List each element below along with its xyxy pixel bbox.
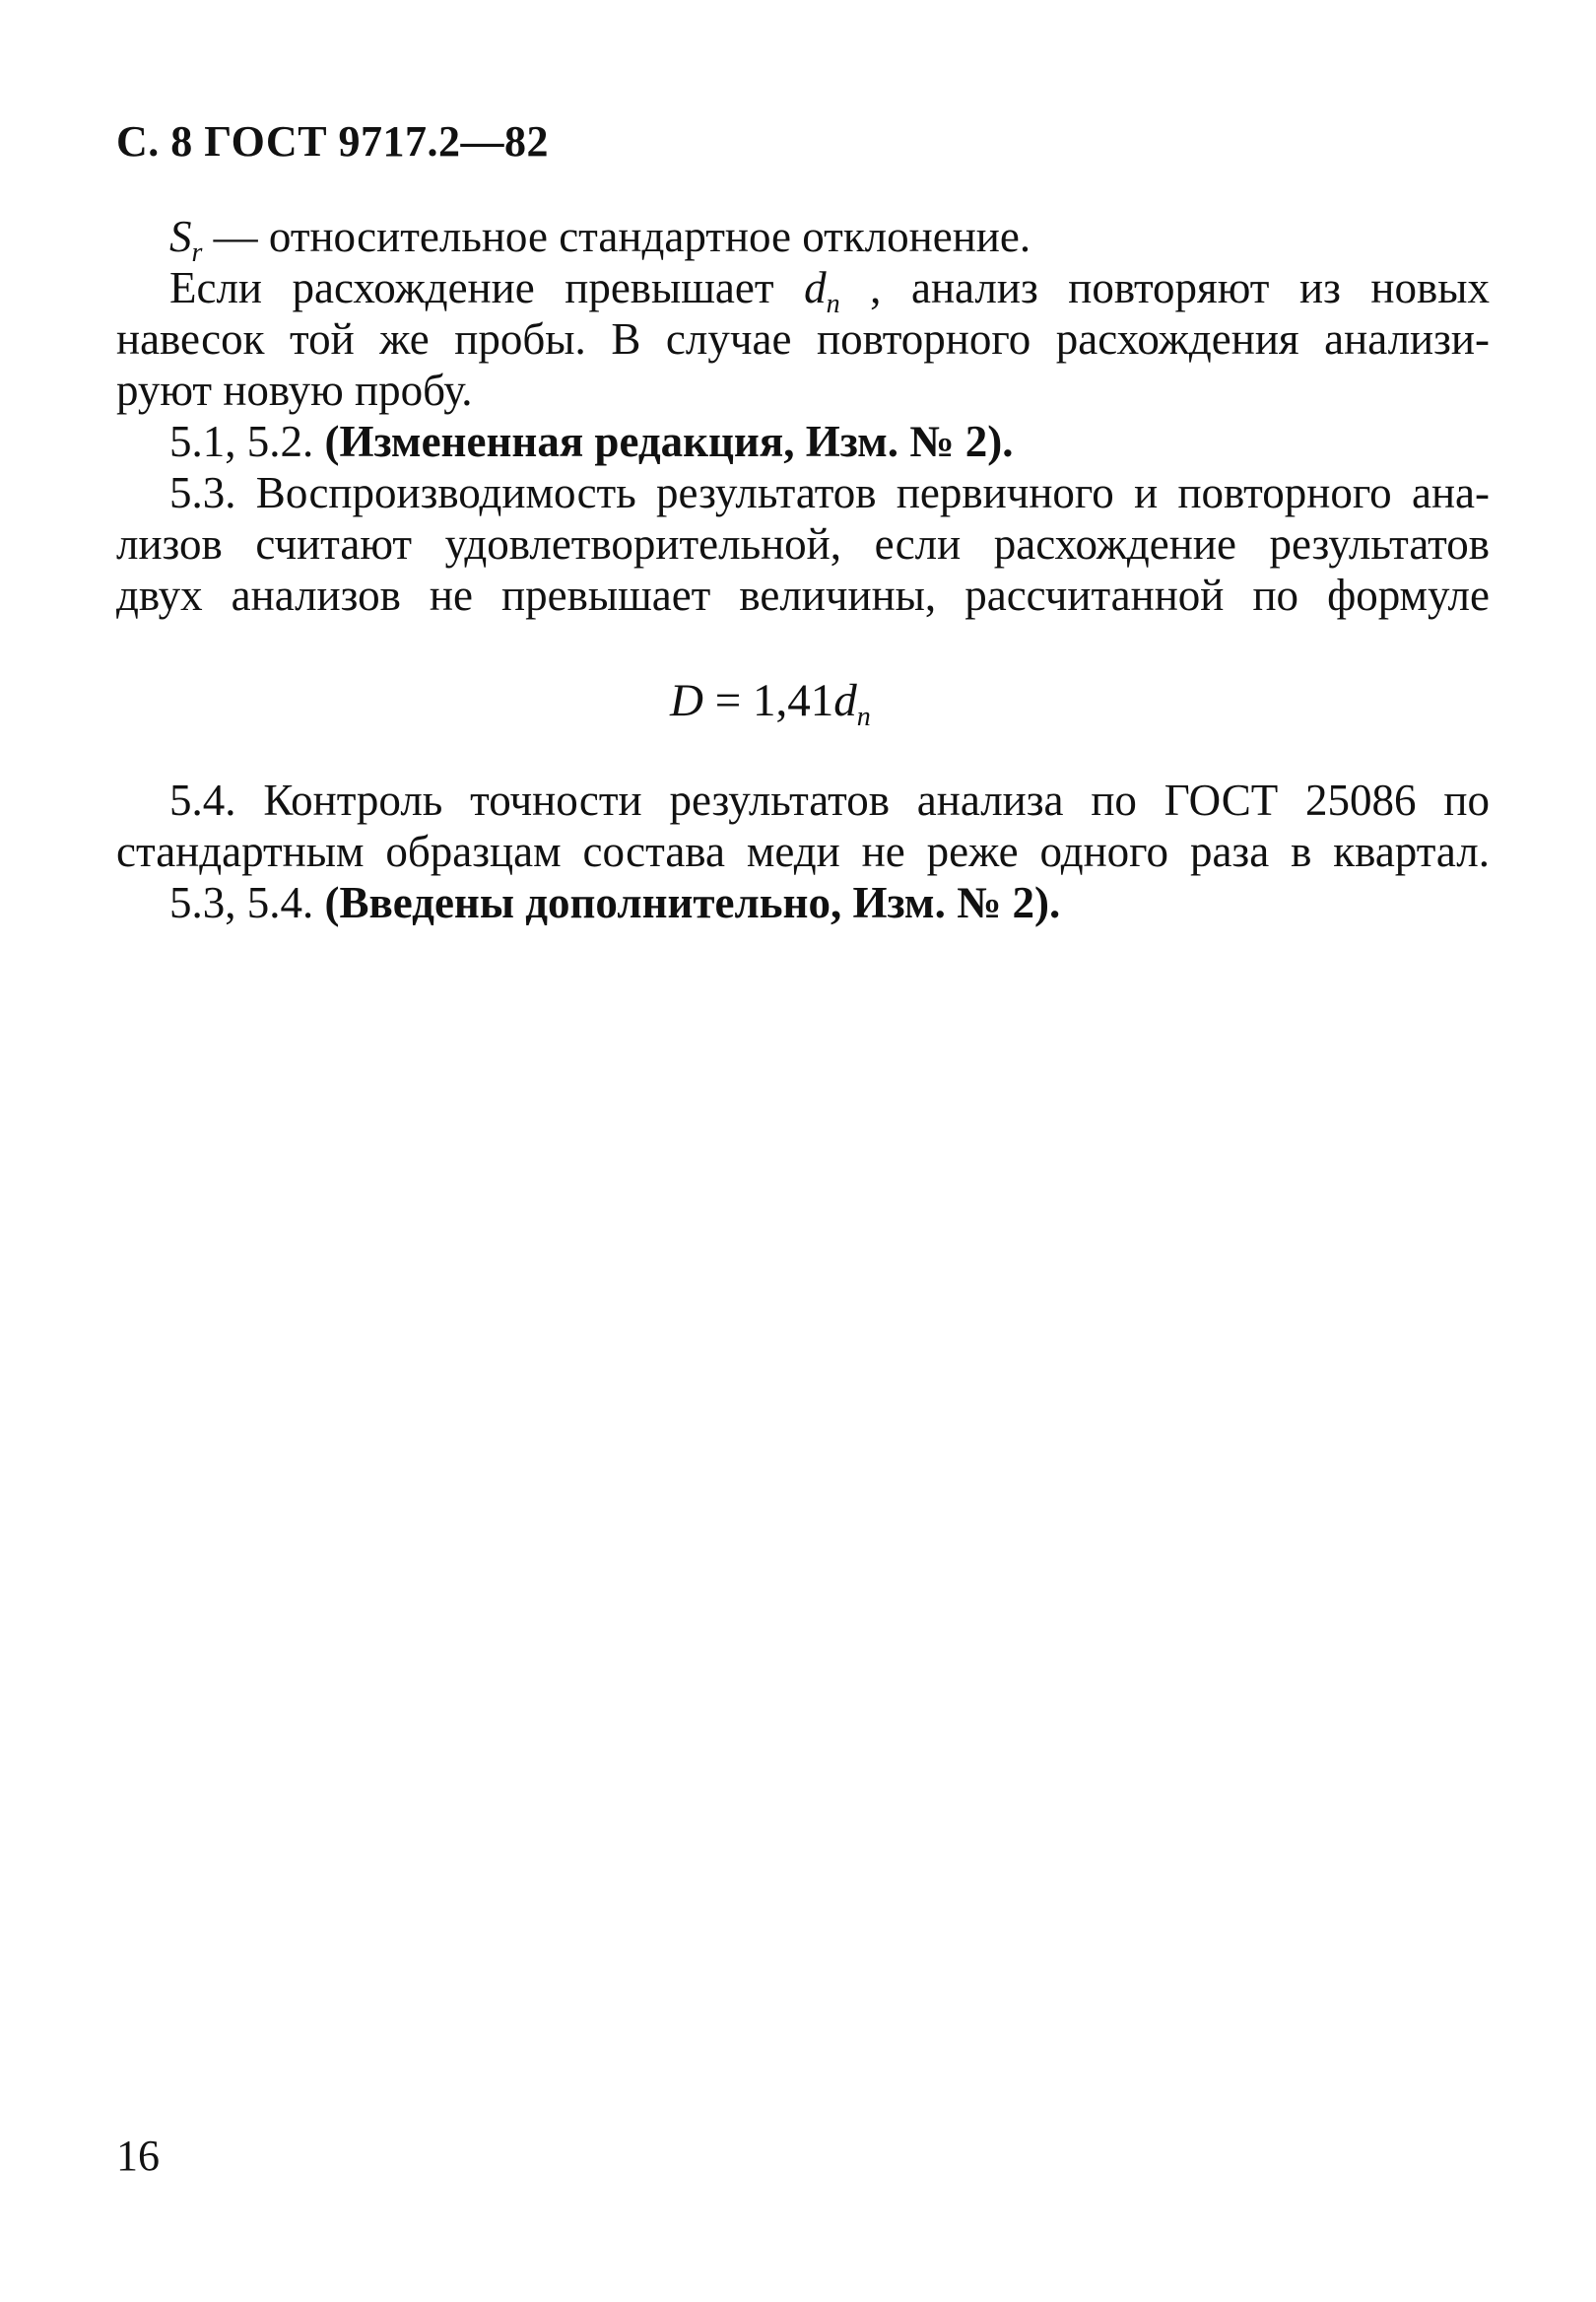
sr-symbol: S — [169, 212, 192, 261]
reproducibility-line-2: лизов считают удовлетворительной, если расхождение результатов — [116, 519, 1490, 569]
amendment-note-1-prefix: 5.1, 5.2. — [169, 417, 314, 466]
discrepancy-line-1-start: Если расхождение превышает — [169, 263, 774, 312]
sr-text: — относительное стандартное отклонение. — [213, 212, 1031, 261]
dn-symbol: d — [804, 263, 827, 312]
formula-dn-subscript: n — [856, 702, 871, 732]
amendment-note-2-prefix: 5.3, 5.4. — [169, 878, 314, 927]
reproducibility-line-3: двух анализов не превышает величины, рассчитанной по формуле — [116, 571, 1490, 620]
amendment-note-2-bold: (Введены дополнительно, Изм. № 2). — [324, 878, 1061, 927]
amendment-note-1 — [169, 416, 1014, 467]
control-line-2: стандартным образцам состава меди не реже одного раза в квартал. — [116, 827, 1490, 876]
discrepancy-line-3: руют новую пробу. — [116, 366, 473, 415]
amendment-note-2 — [169, 877, 1060, 928]
page-header: С. 8 ГОСТ 9717.2—82 — [116, 117, 550, 166]
control-line-1: 5.4. Контроль точности результатов анализа по ГОСТ 25086 по — [169, 776, 1490, 825]
sr-subscript: r — [191, 237, 203, 268]
discrepancy-line-1 — [169, 262, 1490, 320]
discrepancy-line-1-end: , анализ повторяют из новых — [870, 263, 1490, 312]
formula-dn-symbol: d — [833, 675, 857, 726]
amendment-note-1-bold: (Измененная редакция, Изм. № 2). — [324, 417, 1014, 466]
sr-definition — [169, 211, 1031, 269]
formula-eq: = 1,41 — [702, 675, 834, 726]
reproducibility-line-1: 5.3. Воспроизводимость результатов первичного и повторного ана- — [169, 468, 1490, 517]
formula-lhs: D — [670, 675, 703, 726]
discrepancy-line-2: навесок той же пробы. В случае повторного расхождения анализи- — [116, 314, 1490, 364]
formula — [670, 673, 871, 735]
dn-subscript: n — [826, 289, 840, 319]
page-number: 16 — [116, 2132, 160, 2180]
